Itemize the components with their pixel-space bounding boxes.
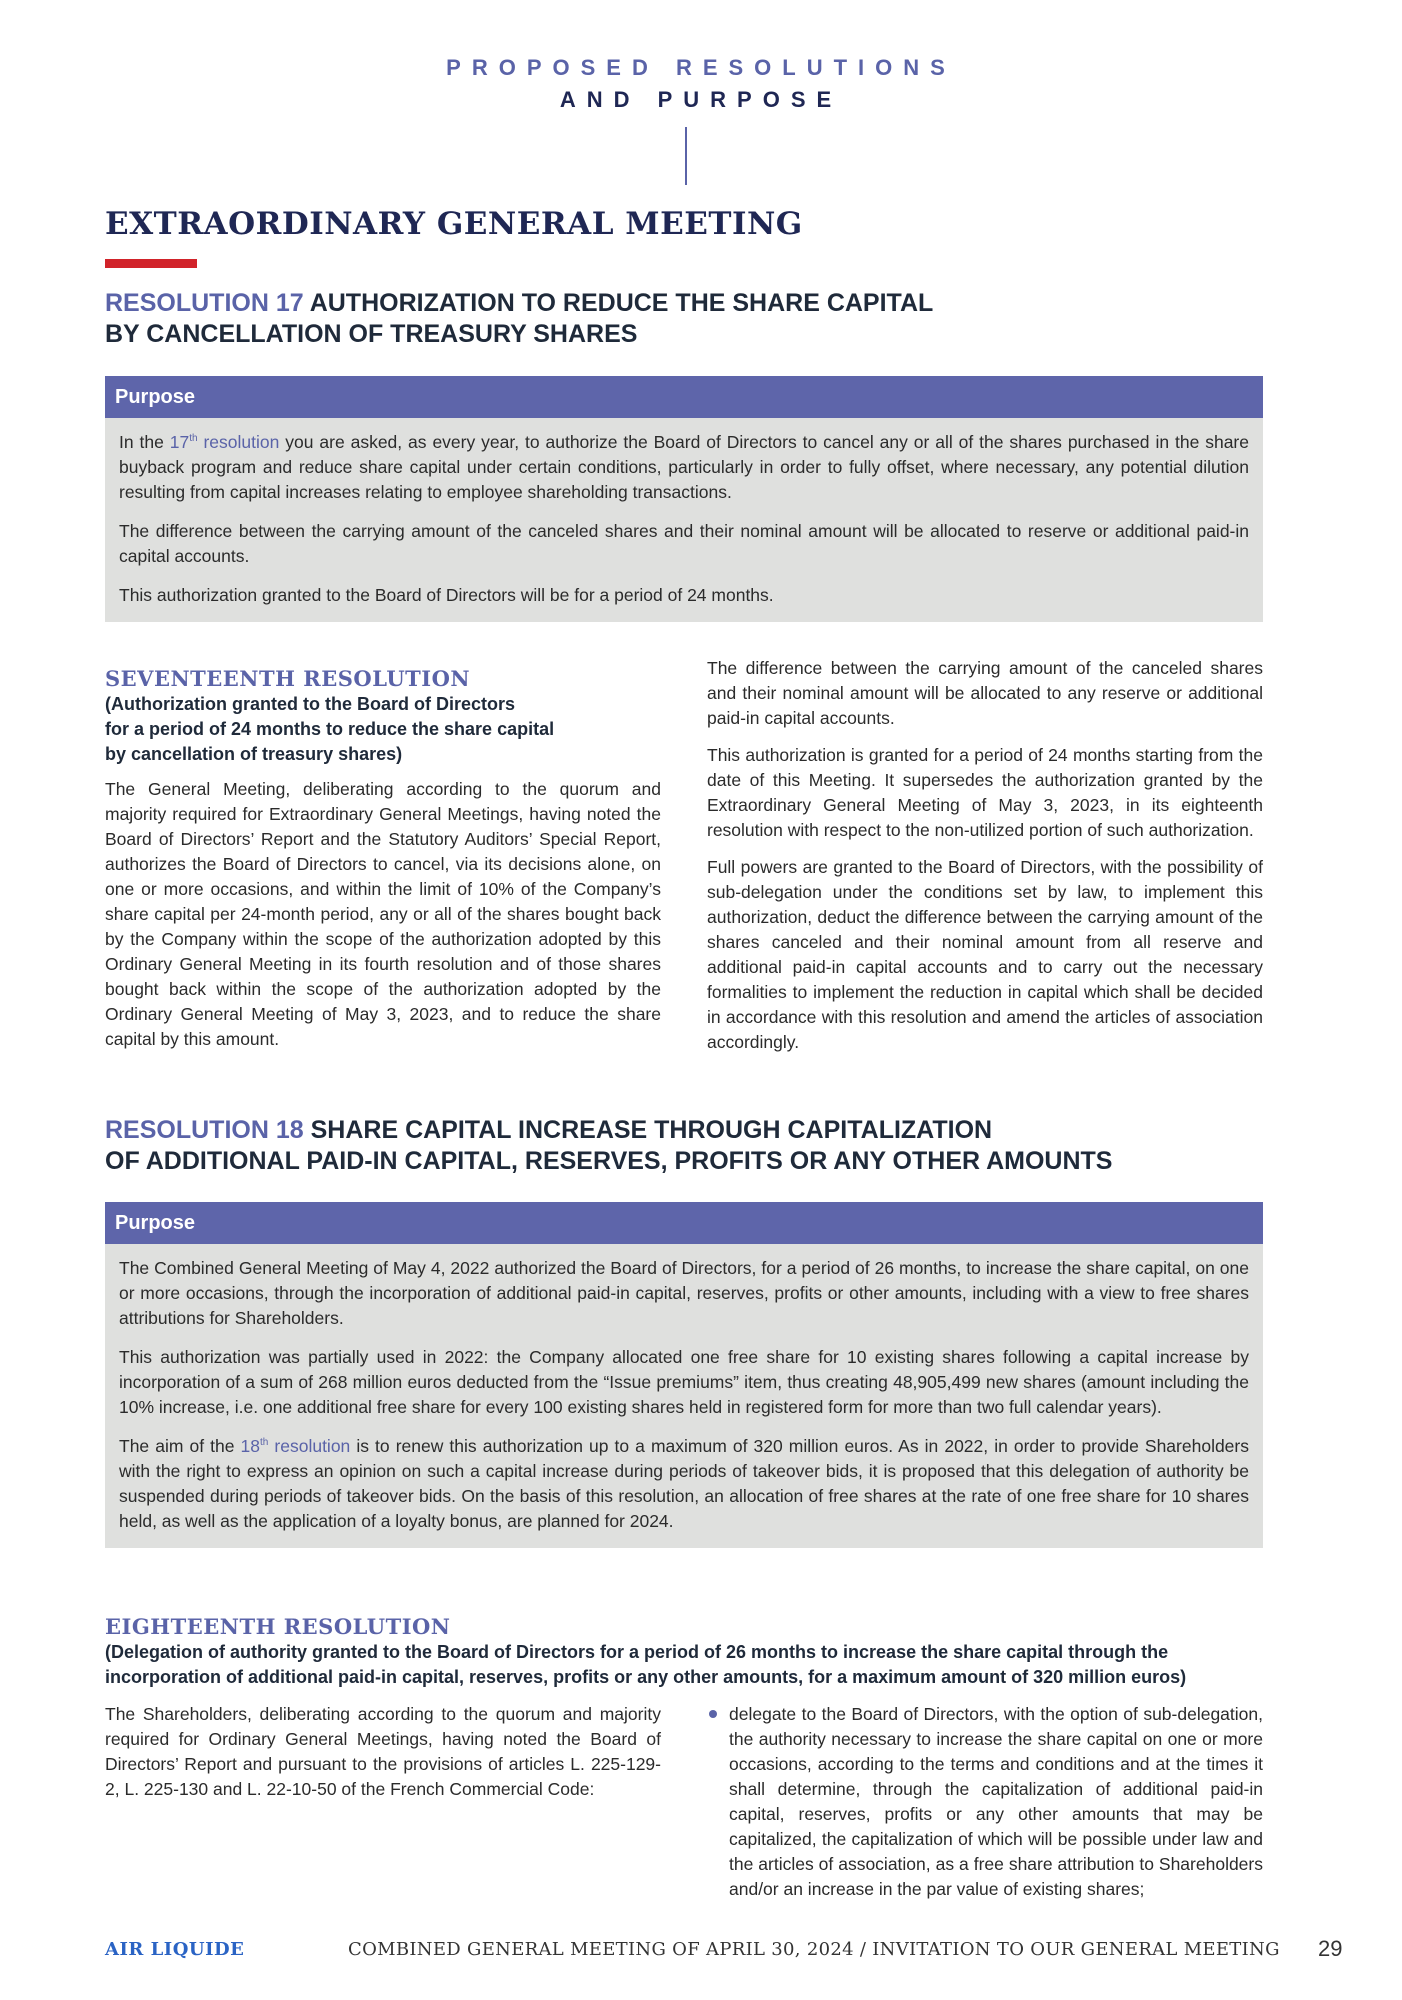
page-header (0, 52, 1402, 116)
text: In the (119, 432, 170, 452)
purpose-body (105, 1244, 1263, 1548)
purpose-paragraph: This authorization granted to the Board of Directors will be for a period of 24 months. (119, 585, 774, 605)
link-sup: th (260, 1437, 269, 1449)
purpose-label: Purpose (105, 1202, 1263, 1244)
resolution-17-left-column (105, 666, 661, 1064)
purpose-label: Purpose (105, 376, 1263, 418)
link-text: resolution (268, 1436, 351, 1456)
text: The aim of the (119, 1436, 241, 1456)
header-divider (685, 127, 687, 185)
body-paragraph: The difference between the carrying amount of the canceled shares and their nominal amount will be allocated to any reserve or additional paid-in capital accounts. (707, 658, 1263, 728)
purpose-paragraph (119, 430, 1249, 505)
desc-line: (Authorization granted to the Board of Directors (105, 694, 516, 714)
purpose-paragraph (119, 1434, 1249, 1534)
title-underline (105, 259, 197, 268)
resolution-18-right-column (707, 1702, 1263, 1914)
resolution-17-title-line-2: BY CANCELLATION OF TREASURY SHARES (105, 320, 638, 348)
body-paragraph: Full powers are granted to the Board of Directors, with the possibility of sub-delegation under the conditions set by law, to implement this authorization, deduct the difference between the carrying amount of the shares canceled and their nominal amount from all reserve and additional paid-in capital accounts and to carry out the necessary formalities to implement the reduction in capital which shall be decided in accordance with this resolution and amend the articles of association accordingly. (707, 857, 1263, 1052)
text: you are asked, as every year, to authorize the Board of Directors to cancel any or all of the shares purchased in the share buyback program and reduce share capital under certain conditions, particularly in order to fully offset, where necessary, any potential dilution resulting from capital increases relating to employee shareholding transactions. (119, 432, 1249, 502)
resolution-18-title (105, 1115, 1112, 1177)
resolution-18-number: RESOLUTION 18 (105, 1116, 304, 1144)
resolution-18-left-column (105, 1702, 661, 1814)
body-paragraph: The General Meeting, deliberating according to the quorum and majority required for Extraordinary General Meetings, having noted the Board of Directors’ Report and the Statutory Auditors’ Special Report, authorizes the Board of Directors to cancel, via its decisions alone, on one or more occasions, and within the limit of 10% of the Company’s share capital per 24-month period, any or all of the shares bought back by the Company within the scope of the authorization adopted by this Ordinary General Meeting in its fourth resolution and of those shares bought back within the scope of the authorization adopted by the Ordinary General Meeting of May 3, 2023, and to reduce the share capital by this amount. (105, 779, 661, 1049)
eighteenth-resolution-header (105, 1614, 1263, 1700)
resolution-17-title (105, 288, 933, 350)
bullet-text: delegate to the Board of Directors, with the option of sub-delegation, the authority necessary to increase the share capital on one or more occasions, according to the terms and conditions and at the times it shall determine, through the capitalization of additional paid-in capital, reserves, profits or any other amounts that may be capitalized, the capitalization of which will be possible under law and the articles of association, as a free share attribution to Shareholders and/or an increase in the par value of existing shares; (729, 1704, 1263, 1899)
purpose-paragraph: This authorization was partially used in 2022: the Company allocated one free share for 10 existing shares following a capital increase by incorporation of a sum of 268 million euros deducted from the “Issue premiums” item, thus creating 48,905,499 new shares (amount including the 10% increase, i.e. one additional free share for every 100 existing shares held in registered form for more than two full calendar years). (119, 1347, 1249, 1417)
body-paragraph: This authorization is granted for a period of 24 months starting from the date of this Meeting. It supersedes the authorization granted by the Extraordinary General Meeting of May 3, 2023, in its eighteenth resolution with respect to the non-utilized portion of such authorization. (707, 745, 1263, 840)
eighteenth-resolution-description: (Delegation of authority granted to the Board of Directors for a period of 26 months to increase the share capital through the incorporation of additional paid-in capital, reserves, profits or any other amounts, for a maximum amount of 320 million euros) (105, 1642, 1187, 1687)
header-line-2: AND PURPOSE (559, 87, 843, 112)
purpose-body (105, 418, 1263, 622)
section-title: EXTRAORDINARY GENERAL MEETING (105, 206, 803, 242)
link-number: 18 (240, 1436, 260, 1456)
link-text: resolution (197, 432, 280, 452)
footer-title: COMBINED GENERAL MEETING OF APRIL 30, 2024 / INVITATION TO OUR GENERAL MEETING (348, 1939, 1280, 1960)
seventeenth-resolution-heading: SEVENTEENTH RESOLUTION (105, 666, 471, 691)
link-sup: th (189, 433, 198, 445)
body-paragraph: The Shareholders, deliberating according to the quorum and majority required for Ordinary General Meetings, having noted the Board of Directors’ Report and pursuant to the provisions of articles L. 225-129-2, L. 225-130 and L. 22-10-50 of the French Commercial Code: (105, 1704, 661, 1799)
resolution-17-purpose-box (105, 376, 1263, 622)
seventeenth-resolution-description (105, 692, 661, 767)
list-item (707, 1702, 1263, 1902)
resolution-18-title-line-2: OF ADDITIONAL PAID-IN CAPITAL, RESERVES, PROFITS OR ANY OTHER AMOUNTS (105, 1147, 1113, 1175)
purpose-paragraph: The difference between the carrying amount of the canceled shares and their nominal amount will be allocated to reserve or additional paid-in capital accounts. (119, 521, 1249, 566)
resolution-18-purpose-box (105, 1202, 1263, 1548)
header-line-1: PROPOSED RESOLUTIONS (446, 55, 956, 80)
link-number: 17 (169, 432, 190, 452)
resolution-18-link[interactable] (241, 1436, 351, 1456)
resolution-17-number: RESOLUTION 17 (105, 289, 304, 317)
resolution-17-title-line-1: AUTHORIZATION TO REDUCE THE SHARE CAPITAL (309, 289, 934, 317)
brand-logo-text: AIR LIQUIDE (105, 1939, 245, 1960)
resolution-17-link[interactable] (170, 432, 280, 452)
bullet-icon (709, 1710, 717, 1718)
resolution-17-right-column (707, 656, 1263, 1067)
page-number: 29 (1318, 1936, 1343, 1961)
text: is to renew this authorization up to a maximum of 320 million euros. As in 2022, in order to provide Shareholders with the right to express an opinion on such a capital increase during periods of takeover bids, it is proposed that this delegation of authority be suspended during periods of takeover bids. On the basis of this resolution, an allocation of free shares at the rate of one free share for 10 shares held, as well as the application of a loyalty bonus, are planned for 2024. (119, 1436, 1249, 1531)
purpose-paragraph: The Combined General Meeting of May 4, 2022 authorized the Board of Directors, for a period of 26 months, to increase the share capital, on one or more occasions, through the incorporation of additional paid-in capital, reserves, profits or other amounts, including with a view to free shares attributions for Shareholders. (119, 1258, 1249, 1328)
eighteenth-resolution-heading: EIGHTEENTH RESOLUTION (105, 1614, 451, 1639)
desc-line: for a period of 24 months to reduce the share capital (105, 719, 555, 739)
desc-line: by cancellation of treasury shares) (105, 744, 403, 764)
resolution-18-title-line-1: SHARE CAPITAL INCREASE THROUGH CAPITALIZATION (310, 1116, 993, 1144)
